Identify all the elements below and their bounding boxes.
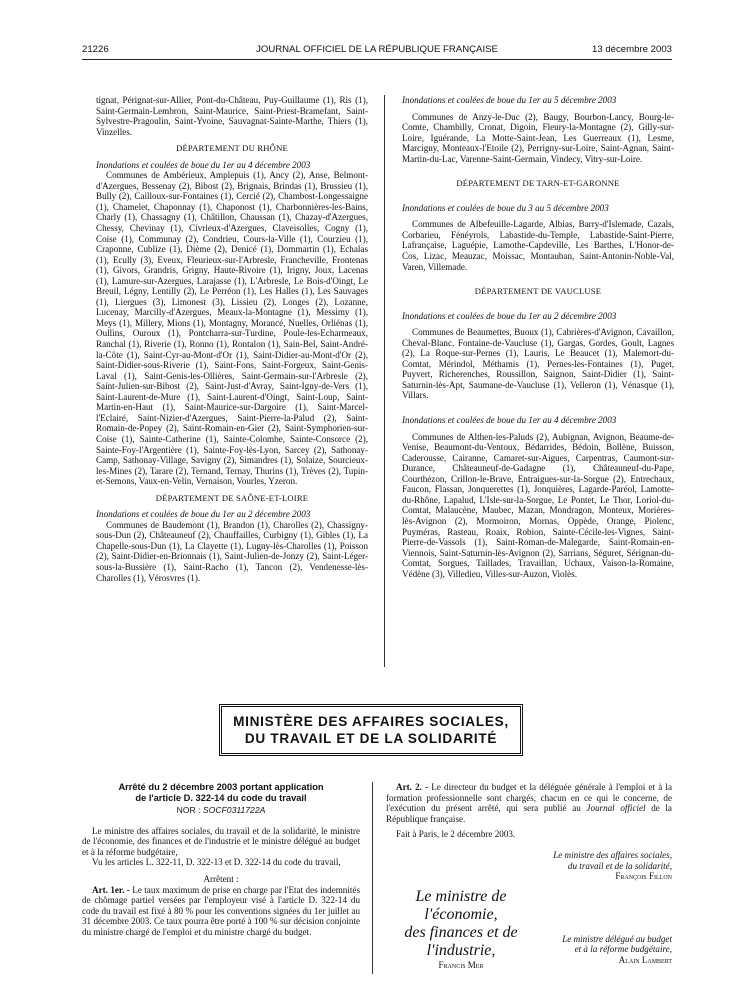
preamble-vu: Vu les articles L. 322-11, D. 322-13 et D. 322-14 du code du travail, (92, 857, 341, 868)
nor-label: NOR : (176, 805, 203, 815)
article-2-end: de la République française. (386, 803, 672, 824)
signatory-name-mer: Francis Mer (438, 960, 484, 970)
left-column (96, 95, 368, 583)
continued-communes: tignat, Pérignat-sur-Allier, Pont-du-Château, Puy-Guillaume (1), Ris (1), Saint-Germain-Lembron, Saint-Maurice, Saint-Priest-Bramefant, Saint-Sylvestre-Pragoulin, Saint-Yvoine, Sauvagnat-Sainte-Marthe, Thiers (1), Vinzelles. (96, 95, 368, 137)
article-1-label: Art. 1er. - (92, 884, 130, 895)
signature-role: Le ministre de l'économie, (415, 888, 507, 923)
signature-block-economy (390, 888, 532, 970)
communes-list-vaucluse-2: Communes de Althen-les-Paluds (2), Aubignan, Avignon, Beaume-de-Venise, Beaumont-du-Ventoux, Bédarrides, Bédoin, Bollène, Buisson, Caderousse, Cairanne, Camaret-sur-Aigues, Carpentras, Caumont-sur-Durance, Châteauneuf-de-Gadagne (1), Châteauneuf-du-Pape, Courthézon, Crillon-le-Brave, Entraigues-sur-la-Sorgue (2), Entrechaux, Faucon, Flassan, Jonquerettes (1), Jonquières, Lagarde-Paréol, Lamotte-du-Rhône, Lapalud, L'Isle-sur-la-Sorgue, Le Pontet, Le Thor, Loriol-du-Comtat, Malaucène, Maubec, Mazan, Mondragon, Monteux, Morières-lès-Avignon (2), Mormoiron, Mornas, Oppède, Orange, Piolenc, Puyméras, Rasteau, Roaix, Robion, Sainte-Cécile-les-Vignes, Saint-Pierre-de-Vassols (1), Saint-Roman-de-Malegarde, Saint-Romain-en-Viennois, Saint-Saturnin-lès-Avignon (2), Sarrians, Séguret, Sérignan-du-Comtat, Sorgues, Taillades, Travaillan, Uchaux, Vaison-la-Romaine, Védène (3), Villedieu, Villes-sur-Auzon, Violès. (402, 431, 674, 579)
header-rule (82, 59, 672, 60)
journal-title: JOURNAL OFFICIEL DE LA RÉPUBLIQUE FRANÇAISE (256, 44, 498, 55)
ministry-heading-line2: DU TRAVAIL ET DE LA SOLIDARITÉ (244, 731, 498, 746)
department-heading-vaucluse: DÉPARTEMENT DE VAUCLUSE (474, 286, 602, 297)
communes-list-saone-et-loire-2: Communes de Anzy-le-Duc (2), Baugy, Bourbon-Lancy, Bourg-le-Comte, Chambilly, Cronat, Digoin, Fleury-la-Montagne (2), Gilly-sur-Loire, Iguérande, La Motte-Saint-Jean, Les Guerreaux (1), Lesme, Marcigny, Monteaux-l'Etoile (2), Perrigny-sur-Loire, Saint-Agnan, Saint-Martin-du-Lac, Varenne-Saint-Germain, Vindecy, Vitry-sur-Loire. (402, 111, 674, 164)
event-subheading: Inondations et coulées de boue du 1er au 2 décembre 2003 (402, 310, 617, 321)
article-2-label: Art. 2. - (396, 782, 429, 792)
arrete-title-line2: de l'article D. 322-14 du code du travail (135, 793, 307, 803)
event-subheading: Inondations et coulées de boue du 1er au 4 décembre 2003 (96, 159, 311, 170)
issue-date: 13 décembre 2003 (591, 44, 672, 55)
preamble-ministers: Le ministre des affaires sociales, du travail et de la solidarité, le ministre de l'économie, des finances et de l'industrie et le ministre délégué au budget et à la réforme budgétaire, (82, 825, 360, 857)
arrete-left-column (82, 782, 360, 938)
signature-role: Le ministre des affaires sociales, (553, 849, 672, 860)
arretent-label: Arrêtent : (203, 873, 239, 884)
signature-role: du travail et de la solidarité, (567, 860, 672, 871)
nor-reference (82, 805, 360, 816)
event-subheading: Inondations et coulées de boue du 1er au 5 décembre 2003 (402, 95, 617, 105)
page-number: 21226 (82, 44, 109, 55)
journal-officiel-mention: Journal officiel (586, 803, 646, 814)
event-subheading: Inondations et coulées de boue du 3 au 5 décembre 2003 (402, 202, 609, 213)
arrete-title (82, 782, 360, 804)
nor-code: SOCF0311722A (202, 805, 266, 815)
column-divider (384, 95, 385, 667)
article-1-text: Le taux maximum de prise en charge par l'Etat des indemnités de chômage partiel versées par l'employeur visé à l'article D. 322-14 du code du travail est fixé à 80 % pour les conventions signées du 1er juillet au 31 décembre 2003. Ce taux pourra être porté à 100 % sur décision conjointe du ministre chargé de l'emploi et du ministre chargé du budget. (82, 884, 360, 937)
signatory-name-lambert: Alain Lambert (618, 954, 672, 965)
article-2 (386, 782, 672, 824)
fait-a-paris: Fait à Paris, le 2 décembre 2003. (396, 829, 516, 840)
signatory-name-fillon: François Fillon (615, 871, 672, 882)
ministry-heading-box (219, 704, 523, 756)
signature-role: des finances et de l'industrie, (404, 924, 518, 959)
ministry-heading-line1: MINISTÈRE DES AFFAIRES SOCIALES, (233, 714, 509, 729)
communes-list-saone-et-loire: Communes de Baudemont (1), Brandon (1), Charolles (2), Chassigny-sous-Dun (2), Châteauneuf (2), Chauffailles, Curbigny (1), Gibles (1), La Chapelle-sous-Dun (1), La Clayette (1), Lugny-lès-Charolles (1), Poisson (2), Saint-Didier-en-Brionnais (1), Saint-Julien-de-Jonzy (2), Saint-Léger-sous-la-Bussière (1), Saint-Racho (1), Tancon (2), Vendenesse-lès-Charolles (1), Vérosvres (1). (96, 519, 368, 583)
department-heading-saone-et-loire: DÉPARTEMENT DE SAÔNE-ET-LOIRE (155, 492, 309, 503)
right-column (402, 95, 674, 579)
department-heading-tarn-et-garonne: DÉPARTEMENT DE TARN-ET-GARONNE (456, 178, 620, 189)
department-heading-rhone: DÉPARTEMENT DU RHÔNE (176, 143, 288, 154)
event-subheading: Inondations et coulées de boue du 1er au 4 décembre 2003 (402, 415, 617, 426)
page-header (82, 44, 672, 58)
column-divider-bottom (372, 782, 373, 974)
article-2-text: Le directeur du budget et la déléguée générale à l'emploi et à la formation professionnelle sont chargés, chacun en ce qui le concerne, de l'exécution du présent arrêté, qui sera publié au (386, 782, 672, 814)
event-subheading: Inondations et coulées de boue du 1er au 2 décembre 2003 (96, 509, 311, 520)
communes-list-vaucluse-1: Communes de Beaumettes, Buoux (1), Cabrières-d'Avignon, Cavaillon, Cheval-Blanc, Fontaine-de-Vaucluse (1), Gargas, Gordes, Goult, Lagnes (2), La Roque-sur-Pernes (1), Lauris, Le Beaucet (1), Malemort-du-Comtat, Mérindol, Méthamis (1), Pernes-les-Fontaines (1), Puget, Puyvert, Richerenches, Roussillon, Saignon, Saint-Didier (1), Saint-Saturnin-lès-Apt, Saumane-de-Vaucluse (1), Velleron (1), Vénasque (1), Villars. (402, 327, 674, 401)
communes-list-rhone: Communes de Ambérieux, Amplepuis (1), Ancy (2), Anse, Belmont-d'Azergues, Bessenay (2), Bibost (2), Brignais, Brindas (1), Brussieu (1), Bully (2), Cailloux-sur-Fontaines (1), Cercié (2), Chambost-Longessaigne (1), Chamelet, Chaponnay (1), Chaponost (1), Charbonnières-les-Bains, Charly (1), Chassagny (1), Châtillon, Chaussan (1), Chazay-d'Azergues, Chessy, Chevinay (1), Civrieux-d'Azergues, Claveisolles, Cogny (1), Coise (1), Communay (2), Condrieu, Cours-la-Ville (1), Courzieu (1), Craponne, Cublize (1), Dième (2), Denicé (1), Dommartin (1), Echalas (1), Ecully (3), Eveux, Fleurieux-sur-l'Arbresle, Francheville, Frontenas (1), Givors, Grandris, Grigny, Haute-Rivoire (1), Irigny, Joux, Lacenas (1), Lamure-sur-Azergues, Larajasse (1), L'Arbresle, Le Bois-d'Oingt, Le Breuil, Légny, Lentilly (2), Le Perréon (1), Les Halles (1), Les Sauvages (1), Liergues (3), Limonest (3), Lissieu (2), Longes (2), Lozanne, Lucenay, Marcilly-d'Azergues, Meaux-la-Montagne (1), Messimy (1), Meys (1), Millery, Mions (1), Montagny, Morancé, Nuelles, Orliénas (1), Oullins, Ouroux (1), Pontcharra-sur-Turdine, Poule-les-Echarmeaux, Ranchal (1), Riverie (1), Ronno (1), Rontalon (1), Sain-Bel, Saint-André-la-Côte (1), Saint-Cyr-au-Mont-d'Or (1), Saint-Didier-au-Mont-d'Or (2), Saint-Didier-sous-Riverie (1), Saint-Fons, Saint-Forgeux, Saint-Genis-Laval (1), Saint-Genis-les-Ollières, Saint-Germain-sur-l'Arbresle (2), Saint-Julien-sur-Bibost (2), Saint-Just-d'Avray, Saint-Igny-de-Vers (1), Saint-Laurent-de-Mure (1), Saint-Laurent-d'Oingt, Saint-Loup, Saint-Martin-en-Haut (1), Saint-Maurice-sur-Dargoire (1), Saint-Marcel-l'Eclairé, Saint-Nizier-d'Azergues, Saint-Pierre-la-Palud (2), Saint-Romain-de-Popey (2), Saint-Romain-en-Gier (2), Saint-Symphorien-sur-Coise (1), Sainte-Catherine (1), Sainte-Colombe, Sainte-Consorce (2), Sainte-Foy-l'Argentière (1), Sainte-Foy-lès-Lyon, Sarcey (2), Sathonay-Camp, Sathonay-Village, Savigny (2), Simandres (1), Solaize, Sourcieux-les-Mines (2), Tarare (2), Ternand, Ternay, Thurins (1), Trèves (2), Tupin-et-Semons, Vaux-en-Velin, Vernaison, Vourles, Yzeron. (96, 170, 368, 487)
article-1 (82, 885, 360, 938)
signature-role: et à la réforme budgétaire, (574, 944, 672, 955)
signature-role: Le ministre délégué au budget (562, 933, 672, 944)
communes-list-tarn-et-garonne: Communes de Albefeuille-Lagarde, Albias, Barry-d'Islemade, Cazals, Corbarieu, Fénéyrols, Labastide-du-Temple, Labastide-Saint-Pierre, Lafrançaise, Laguépie, Lamothe-Capdeville, Les Barthes, L'Honor-de-Cos, Lizac, Meauzac, Moissac, Montauban, Saint-Antonin-Noble-Val, Varen, Villemade. (402, 219, 674, 272)
arrete-title-line1: Arrêté du 2 décembre 2003 portant application (118, 782, 324, 792)
